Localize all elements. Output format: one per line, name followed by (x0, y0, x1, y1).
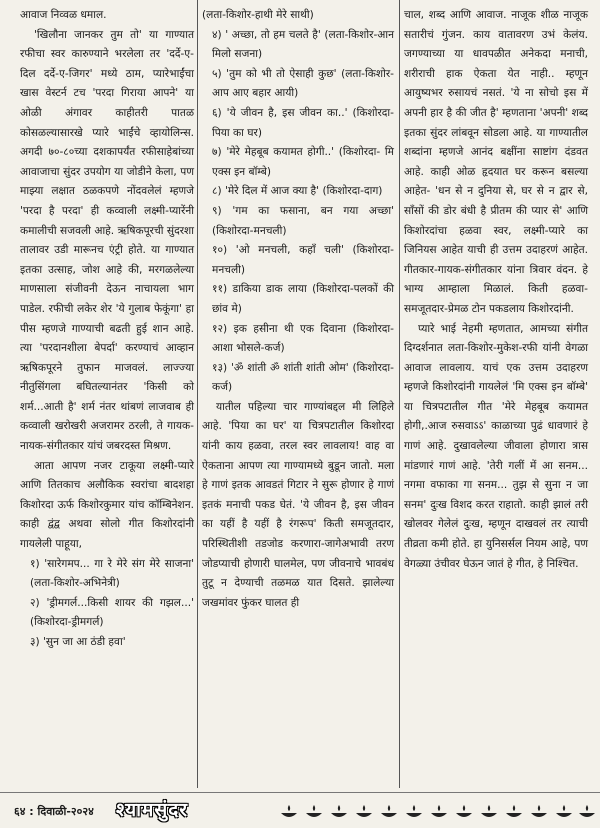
magazine-logo: श्यामसुंदर (116, 799, 189, 821)
paragraph: यातील पहिल्या चार गाण्यांबद्दल मी लिहिले आहे. 'पिया का घर' या चित्रपटातील किशोरदा यांनी काय हळवा, तरल स्वर लावलाय! वाह वा ऐकताना आपण त्या गाण्यामध्ये बुडून जातो. मला हे गाणं इतक आवडतं गिटार ने सुरू होणार हे गाणं इतकं मनाची पकड घेतं. 'ये जीवन है, इस जीवन का यहीं है यहीं है रंगरूप' किती समजूतदार, परिस्थितीशी तडजोड करणारा-जागेअभावी तरण जोडप्याची होणारी घालमेल, पण जीवनाचे भावबंध तुटू न देण्याची तळमळ यात दिसते. झालेल्या जखमांवर फुंकर घालत ही (202, 400, 394, 609)
diya-icon (280, 804, 298, 822)
song-item: १) 'सारेगमप... गा रे मेरे संग मेरे साजना' (लता-किशोर-अभिनेत्री) (30, 557, 194, 590)
song-item: १३) 'ॐ शांती ॐ शांती शांती ओम' (किशोरदा-कर्ज) (212, 361, 394, 394)
diya-icon (330, 804, 348, 822)
paragraph: आता आपण नजर टाकूया लक्ष्मी-प्यारे आणि तितकाच अलौकिक स्वरांचा बादशहा किशोरदा ऊर्फ किशोरकुमार यांच कॉम्बिनेशन. काही द्वंद्व अथवा सोलो गीत किशोरदांनी गायलेली पाहूया, (20, 459, 194, 551)
page-number: ६४ : दिवाळी-२०२४ (14, 805, 94, 818)
diya-icon (555, 804, 573, 822)
paragraph: आवाज निव्वळ धमाल. (20, 9, 107, 21)
left-column (20, 6, 194, 653)
diya-icon (578, 804, 596, 822)
diya-icon (305, 804, 323, 822)
song-item: ८) 'मेरे दिल में आज क्या है' (किशोरदा-दाग) (212, 185, 383, 198)
right-column (404, 6, 588, 574)
column-divider (197, 0, 198, 788)
diya-icon (380, 804, 398, 822)
page-footer (0, 796, 600, 828)
song-item: ७) 'मेरे मेहबूब कयामत होगी..' (किशोरदा- मि एक्स इन बॉम्बे) (212, 146, 394, 178)
diya-icon (430, 804, 448, 822)
song-item: ५) 'तुम को भी तो ऐसाही कुछ' (लता-किशोर-आप आए बहार आयी) (212, 67, 394, 100)
diya-lamps-decoration (280, 804, 596, 824)
song-item: १२) इक हसीना थी एक दिवाना (किशोरदा-आशा भोसले-कर्ज) (212, 322, 394, 355)
song-item: २) 'ड्रीमगर्ल...किसी शायर की गझल...' (किशोरदा-ड्रीमगर्ल) (30, 596, 194, 629)
column-divider (399, 0, 400, 788)
song-item: ३) 'सुन जा आ ठंडी हवा' (30, 636, 126, 648)
middle-column (202, 6, 394, 613)
song-item: ११) डाकिया डाक लाया (किशोरदा-पलकों की छांव मे) (212, 283, 394, 315)
diya-icon (480, 804, 498, 822)
footer-divider (0, 792, 600, 793)
song-item: (लता-किशोर-हाथी मेरे साथी) (202, 9, 314, 21)
paragraph: 'खिलौना जानकर तुम तो' या गाण्यात रफीचा स्वर कारुण्याने भरलेला तर 'दर्दे-ए-दिल दर्दे-ए-जिगर' मध्ये ठाम, प्यारेभाईंचा खास वेस्टर्न टच 'परदा गिराया आपने' या ओळी अंगावर काहीतरी पातळ कोसळल्यासारखे प्यारे भाईंचे व्हायोलिन्स. अगदी ७०-८०च्या दशकापर्यंत रफीसाहेबांच्या आवाजाचा सुंदर उपयोग या जोडीने केला, पण माझ्या लक्षात ठळकपणे नोंदवलेलं म्हणजे 'परदा है परदा' ही कव्वाली लक्ष्मी-प्यारेंनी कमालीची सजवली आहे. ऋषिकपूरची सुंदरशा तालावर उडी मारूनच एंट्री होते. या गाण्यात इतका उत्साह, जोश आहे की, मरगळलेल्या माणसाला संजीवनी देऊन नाचायला भाग पाडेल. रफीची लकेर शेर 'ये गुलाब फेकूंगा' हा पीस म्हणजे गाण्याची बढती हुई शान आहे. त्या 'परदानशीला बेपर्दा' करण्याचं आव्हान ऋषिकपूरने तुफान माजवलं. लाज्ज्या नीतुसिंगला बघितल्यानंतर 'किसी को शर्म...आती है' शर्म नंतर थांबणं लाजवाब ही कव्वाली खरोखरी अजरामर ठरली, ते गायक-नायक-संगीतकार यांचं जबरदस्त मिश्रण. (20, 28, 194, 453)
paragraph: चाल, शब्द आणि आवाज. नाजूक शीळ नाजूक सतारीचं गुंजन. काय वातावरण उभं केलंय. जगण्याच्या या धावपळीत अनेकदा मनाची, शरीराची हाक ऐकता येत नाही.. म्हणून आयुष्यभर रुसायचं नसतं. 'ये ना सोचो इस में अपनी हार है की जीत है' म्हणताना 'अपनी' शब्द इतका सुंदर लांबवून सोडला आहे. या गाण्यातील शब्दांना म्हणजे आनंद बक्षींना साष्टांग दंडवत आहे. काही ओळ हृदयात घर करून बसल्या आहेत- 'धन से न दुनिया से, घर से न द्वार से, साँसों की डोर बंधी है प्रीतम की प्यार से' आणि किशोरदांचा हळवा स्वर, लक्ष्मी-प्यारे का जिनियस आहेत याची ही उत्तम उदाहरणं आहेत. गीतकार-गायक-संगीतकार यांना त्रिवार वंदन. हे भाग्य आम्हाला मिळालं. किती हळवा-समजूतदार-प्रेमळ टोन पकडलाय किशोरदांनी. (404, 9, 588, 315)
diya-icon (505, 804, 523, 822)
song-item: ६) 'ये जीवन है, इस जीवन का..' (किशोरदा-पिया का घर) (212, 106, 394, 139)
song-item: ९) 'गम का फसाना, बन गया अच्छा' (किशोरदा-मनचली) (212, 204, 394, 237)
song-item: १०) 'ओ मनचली, कहाँ चली' (किशोरदा-मनचली) (212, 244, 394, 276)
diya-icon (530, 804, 548, 822)
paragraph: प्यारे भाई नेहमी म्हणतात, आमच्या संगीत दिग्दर्शनात लता-किशोर-मुकेश-रफी यांनी वेगळा आवाज लावलाय. याचं एक उत्तम उदाहरण म्हणजे किशोरदांनी गायलेलं 'मि एक्स इन बॉम्बे' या चित्रपटातील गीत 'मेरे मेहबूब कयामत होगी,.आज रुसवाऽऽ' काळाच्या पुढं धावणारं हे गाणं आहे. दुखावलेल्या जीवाला होणारा त्रास मांडणारं गाणं आहे. 'तेरी गलीं में आ सनम... नगमा वफाका गा सनम... तुझ से सुना न जा सनम' दुःख विशद करत राहातो. काही झालं तरी खोलवर गेलेलं दुःख, म्हणून दाखवलं तर त्याची तीव्रता कमी होते. हा युनिसर्सल नियम आहे, पण वेगळ्या उंचीवर घेऊन जातं हे गीत, हे निश्चित. (404, 322, 588, 570)
diya-icon (405, 804, 423, 822)
diya-icon (455, 804, 473, 822)
diya-icon (355, 804, 373, 822)
song-item: ४) ' अच्छा, तो हम चलते है' (लता-किशोर-आन मिलो सजना) (212, 28, 394, 61)
